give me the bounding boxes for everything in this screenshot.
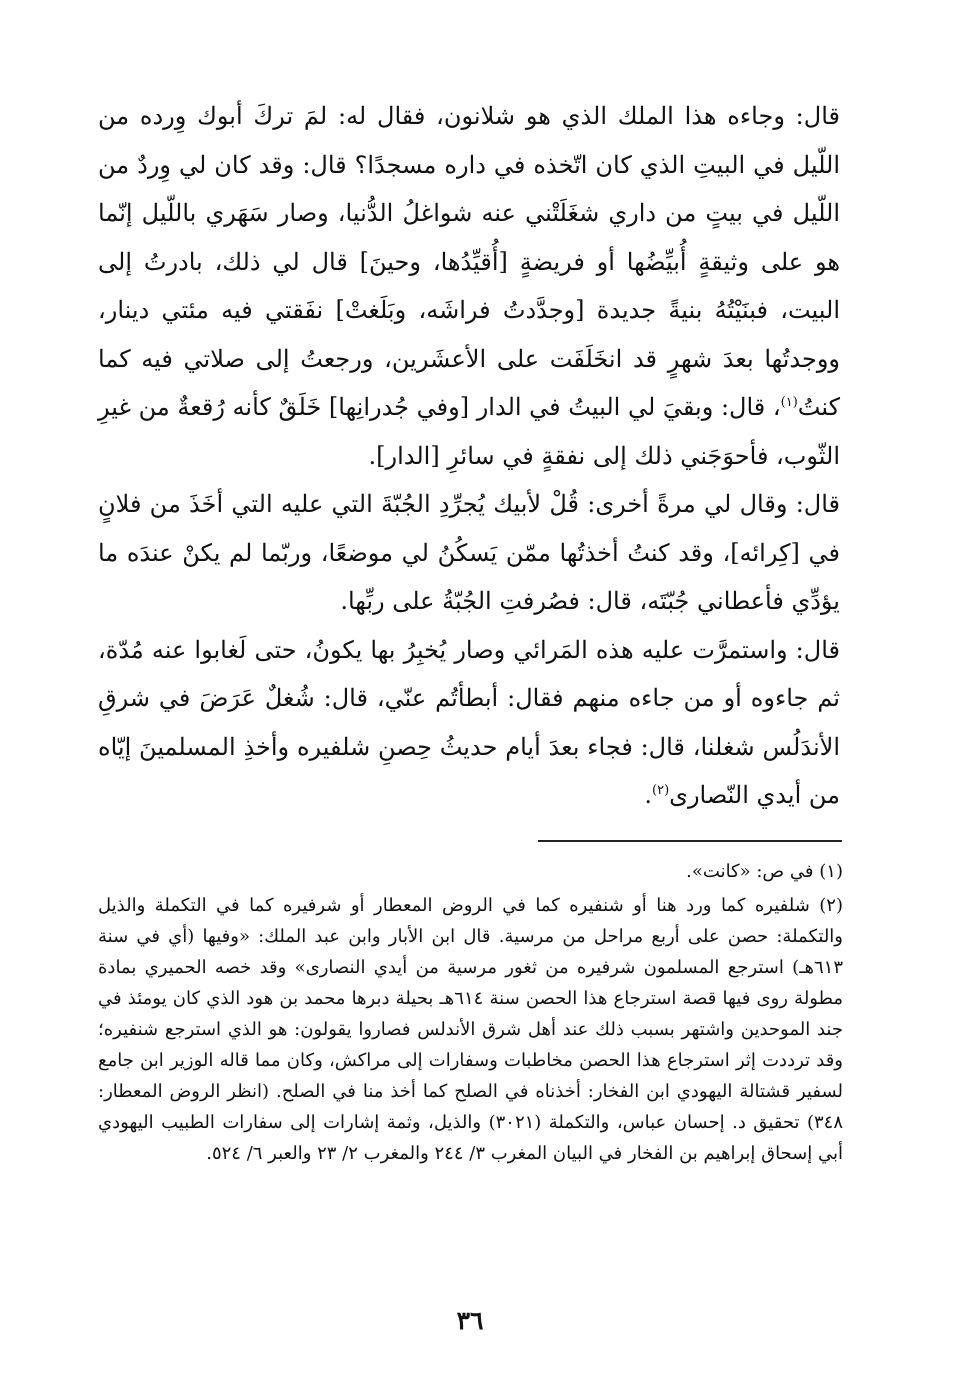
page-number: ٣٦ [456, 1306, 484, 1335]
paragraph-3 [98, 626, 840, 820]
paragraph-1-text-a: قال: وجاءه هذا الملك الذي هو شلانون، فقال له: لمَ تركَ أبوك وِرده من اللّيل في البيتِ الذي كان اتّخذه في داره مسجدًا؟ قال: وقد كان لي وِردٌ من اللّيل في بيتٍ من داري شغَلَتْني عنه شواغلُ الدُّنيا، وصار سَهَري باللّيل إنّما هو على وثيقةٍ أُبيِّضُها أو فريضةٍ [أُقيِّدُها، وحينَ] قال لي ذلك، بادرتُ إلى البيت، فبنَيْتُهُ بنيةً جديدة [وجدَّدتُ فراشَه، وبَلَغتْ] نفَقتي فيه مئتي دينار، ووجدتُها بعدَ شهرٍ قد انخَلَفَت على الأعشَرين، ورجعتُ إلى صلاتي فيه كما كنتُ [98, 102, 840, 421]
footnote-1-text: في ص: «كانت». [686, 861, 814, 882]
paragraph-3-text: قال: واستمرَّت عليه هذه المَرائي وصار يُخبِرُ بها يكونُ، حتى لَغابوا عنه مُدّة، ثم جاءوه أو من جاءه منهم فقال: أبطأتُم عنّي، قال: شُغلٌ عَرَضَ في شرقِ الأندَلُس شغلنا، قال: فجاء بعدَ أيام حديثُ حِصنِ شلفيره وأخذِ المسلمينَ إيّاه من أيدي النّصارى [98, 635, 841, 809]
footnote-2 [98, 890, 843, 1169]
footnote-2-text: شلفيره كما ورد هنا أو شنفيره كما في الروض المعطار أو شرفيره كما في التكملة والذيل والتكملة: حصن على أربع مراحل من مرسية. قال ابن الأبار وابن عبد الملك: «وفيها (أي في سنة ٦١٣هـ) استرجع المسلمون شرفيره من ثغور مرسية من أيدي النصارى» وقد خصه الحميري بمادة مطولة روى فيها قصة استرجاع هذا الحصن سنة ٦١٤هـ بحيلة دبرها محمد بن هود الذي كان يومئذ في جند الموحدين واشتهر بسبب ذلك عند أهل شرق الأندلس فصاروا يقولون: هو الذي استرجع شنفيره؛ وقد ترددت إثر استرجاع هذا الحصن مخاطبات وسفارات إلى مراكش، وكان مما قاله الوزير ابن جامع لسفير قشتالة اليهودي ابن الفخار: أخذناه في الصلح كما أخذ منا في الصلح. (انظر الروض المعطار: ٣٤٨) تحقيق د. إحسان عباس، والتكملة (٣٠٢١) والذيل، وثمة إشارات إلى سفارات الطبيب اليهودي أبي إسحاق إبراهيم بن الفخار في البيان المغرب ٣/ ٢٤٤ والمغرب ٢/ ٢٣ والعبر ٦/ ٥٢٤. [98, 895, 844, 1164]
footnote-ref-2: (٢) [652, 783, 670, 798]
footnote-1-number: (١) [819, 861, 843, 882]
footnote-1 [98, 856, 843, 887]
paragraph-2: قال: وقال لي مرةً أخرى: قُلْ لأبيك يُجرِّدِ الجُبّةَ التي عليه التي أخَذَ من فلانٍ في [كِرائه]، وقد كنتُ أخذتُها ممّن يَسكُنُ لي موضعًا، وربّما لم يكنْ عندَه ما يؤدِّي فأعطاني جُبّتَه، قال: فصُرفتِ الجُبّةُ على ربِّها. [98, 490, 840, 615]
main-text-body [98, 92, 840, 820]
footnote-2-number: (٢) [819, 895, 843, 916]
footnote-ref-1: (١) [780, 395, 798, 410]
paragraph-3-end: . [644, 781, 653, 809]
paragraph-1 [98, 92, 840, 480]
footnote-separator [538, 840, 842, 842]
footnotes-section [98, 856, 843, 1169]
paragraph-1-text-b: ، قال: وبقيَ لي البيتُ في الدار [وفي جُدرانِها] خَلَقٌ كأنه رُقعةٌ من غيرِ الثّوب، فأحوَجَني ذلك إلى نفقةٍ في سائرِ [الدار]. [98, 393, 840, 470]
